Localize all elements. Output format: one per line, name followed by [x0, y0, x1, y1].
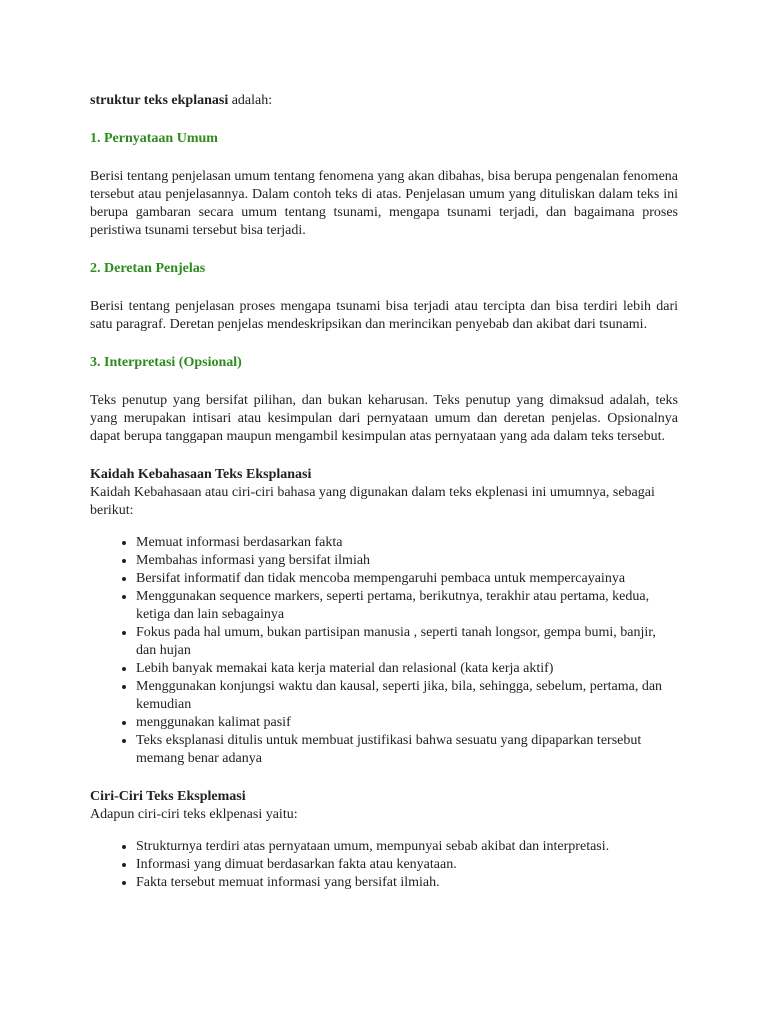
- section-heading-pernyataan-umum: 1. Pernyataan Umum: [90, 131, 218, 146]
- list-item: • Fokus pada hal umum, bukan partisipan manusia , seperti tanah longsor, gempa bumi, banjir, dan hujan: [136, 624, 678, 660]
- list-item: • Menggunakan konjungsi waktu dan kausal, seperti jika, bila, sehingga, sebelum, pertama, dan kemudian: [136, 678, 678, 714]
- list-item: • Menggunakan sequence markers, seperti pertama, berikutnya, terakhir atau pertama, kedua, ketiga dan lain sebagainya: [136, 588, 678, 624]
- list-item: • Bersifat informatif dan tidak mencoba mempengaruhi pembaca untuk mempercayainya: [136, 570, 678, 588]
- section-body-pernyataan-umum: Berisi tentang penjelasan umum tentang fenomena yang akan dibahas, bisa berupa pengenalan fenomena tersebut atau penjelasannya. Dalam contoh teks di atas. Penjelasan umum yang dituliskan dalam teks ini berupa gambaran secara umum tentang tsunami, mengapa tsunami terjadi, dan bagaimana proses peristiwa tsunami tersebut bisa terjadi.: [90, 169, 678, 238]
- list-item: • Strukturnya terdiri atas pernyataan umum, mempunyai sebab akibat dan interpretasi.: [136, 838, 678, 856]
- section-body-deretan-penjelas: Berisi tentang penjelasan proses mengapa tsunami bisa terjadi atau tercipta dan bisa terdiri lebih dari satu paragraf. Deretan penjelas mendeskripsikan dan merincikan penyebab dan akibat dari tsunami.: [90, 299, 678, 332]
- section-heading-deretan-penjelas: 2. Deretan Penjelas: [90, 261, 206, 276]
- ciri-heading: Ciri-Ciri Teks Eksplemasi: [90, 789, 246, 804]
- list-item: • menggunakan kalimat pasif: [136, 714, 678, 732]
- intro-line: [90, 92, 678, 110]
- list-item: • Fakta tersebut memuat informasi yang bersifat ilmiah.: [136, 874, 678, 892]
- intro-rest: adalah:: [228, 93, 273, 108]
- kaidah-intro: Kaidah Kebahasaan atau ciri-ciri bahasa yang digunakan dalam teks ekplenasi ini umumnya, sebagai berikut:: [90, 485, 655, 518]
- section-heading-interpretasi: 3. Interpretasi (Opsional): [90, 355, 242, 370]
- list-item: • Memuat informasi berdasarkan fakta: [136, 534, 678, 552]
- list-item: • Membahas informasi yang bersifat ilmiah: [136, 552, 678, 570]
- list-item: • Informasi yang dimuat berdasarkan fakta atau kenyataan.: [136, 856, 678, 874]
- kaidah-list: [90, 534, 678, 768]
- document-content: [90, 92, 678, 892]
- ciri-list: [90, 838, 678, 892]
- kaidah-heading: Kaidah Kebahasaan Teks Eksplanasi: [90, 467, 312, 482]
- ciri-intro: Adapun ciri-ciri teks eklpenasi yaitu:: [90, 807, 298, 822]
- list-item: • Teks eksplanasi ditulis untuk membuat justifikasi bahwa sesuatu yang dipaparkan tersebut memang benar adanya: [136, 732, 678, 768]
- list-item: • Lebih banyak memakai kata kerja material dan relasional (kata kerja aktif): [136, 660, 678, 678]
- intro-bold: struktur teks ekplanasi: [90, 93, 229, 108]
- section-body-interpretasi: Teks penutup yang bersifat pilihan, dan bukan keharusan. Teks penutup yang dimaksud adalah, teks yang merupakan intisari atau kesimpulan dari pernyataan umum dan deretan penjelas. Opsionalnya dapat berupa tanggapan maupun mengambil kesimpulan atas pernyataan yang ada dalam teks tersebut.: [90, 393, 678, 444]
